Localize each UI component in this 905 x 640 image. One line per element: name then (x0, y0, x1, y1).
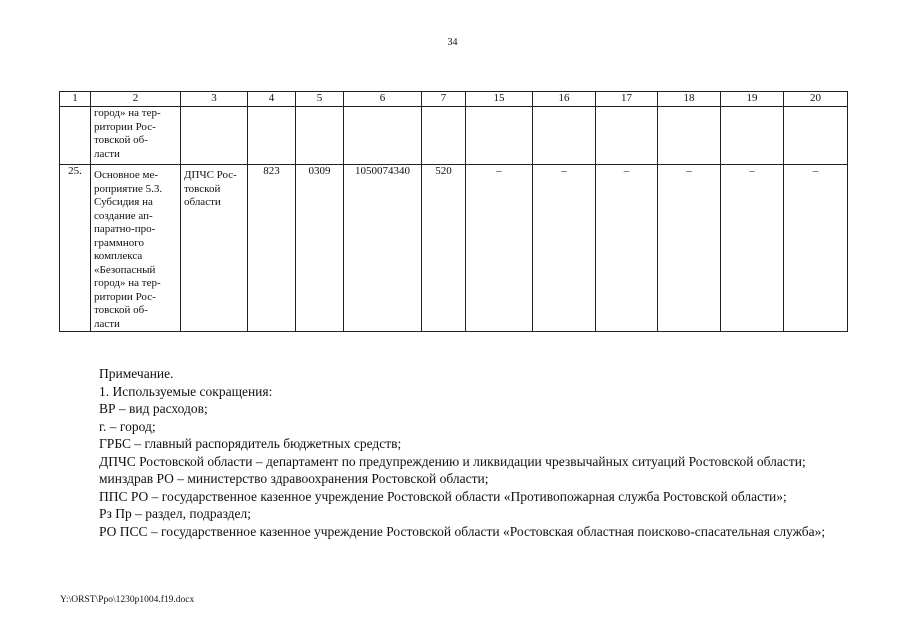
table-cell (596, 107, 658, 165)
table-row-continued (60, 107, 848, 165)
table-cell-value: – (721, 165, 784, 332)
header-cell: 16 (533, 92, 596, 107)
table-cell-value: – (784, 165, 848, 332)
row-number: 25. (60, 165, 91, 332)
table-cell (533, 107, 596, 165)
table-cell (784, 107, 848, 165)
header-cell: 18 (658, 92, 721, 107)
table-cell (60, 107, 91, 165)
notes-title: Примечание. (99, 366, 174, 381)
header-cell: 1 (60, 92, 91, 107)
table-cell-value: – (658, 165, 721, 332)
file-path-footer: Y:\ORST\Ppo\1230p1004.f19.docx (60, 595, 195, 605)
table-cell (422, 107, 466, 165)
header-cell: 15 (466, 92, 533, 107)
note-line: РО ПСС – государственное казенное учреждение Ростовской области «Ростовская областная поисково-спасательная служба»; (99, 523, 826, 539)
table-cell (248, 107, 296, 165)
table-cell-vr: 520 (422, 165, 466, 332)
note-line: ДПЧС Ростовской области – департамент по предупреждению и ликвидации чрезвычайных ситуаций Ростовской области; (99, 453, 806, 469)
page-number: 34 (447, 37, 458, 48)
table-cell-name: Основное ме- роприятие 5.3. Субсидия на создание ап- паратно-про- граммного комплекса «Безопасный город» на тер- ритории Рос- товской об- ласти (91, 165, 181, 332)
header-cell: 7 (422, 92, 466, 107)
table-cell (721, 107, 784, 165)
table-row (60, 165, 848, 332)
table-cell-name: город» на тер- ритории Рос- товской об- ласти (91, 107, 181, 165)
note-line: ГРБС – главный распорядитель бюджетных средств; (99, 436, 402, 451)
table-cell (466, 107, 533, 165)
note-line: ВР – вид расходов; (99, 401, 208, 416)
table-cell (296, 107, 344, 165)
table-cell-rz-pr: 0309 (296, 165, 344, 332)
table-cell (181, 107, 248, 165)
header-cell: 19 (721, 92, 784, 107)
budget-table (59, 91, 848, 332)
header-cell: 2 (91, 92, 181, 107)
table-cell-grbs-code: 823 (248, 165, 296, 332)
note-line: г. – город; (99, 418, 156, 434)
note-line: ППС РО – государственное казенное учреждение Ростовской области «Противопожарная служба Ростовской области»; (99, 488, 787, 504)
table-cell-value: – (466, 165, 533, 332)
table-cell-grbs: ДПЧС Рос- товской области (181, 165, 248, 332)
table-cell-csr: 1050074340 (344, 165, 422, 332)
table-cell (658, 107, 721, 165)
notes-section (63, 365, 844, 540)
note-line: 1. Используемые сокращения: (99, 383, 273, 399)
header-cell: 3 (181, 92, 248, 107)
table-header-row (60, 92, 848, 107)
header-cell: 20 (784, 92, 848, 107)
table-cell-value: – (596, 165, 658, 332)
table-cell (344, 107, 422, 165)
table-cell-value: – (533, 165, 596, 332)
header-cell: 17 (596, 92, 658, 107)
header-cell: 5 (296, 92, 344, 107)
note-line: Рз Пр – раздел, подраздел; (99, 506, 252, 521)
header-cell: 6 (344, 92, 422, 107)
note-line: минздрав РО – министерство здравоохранения Ростовской области; (99, 471, 489, 486)
header-cell: 4 (248, 92, 296, 107)
